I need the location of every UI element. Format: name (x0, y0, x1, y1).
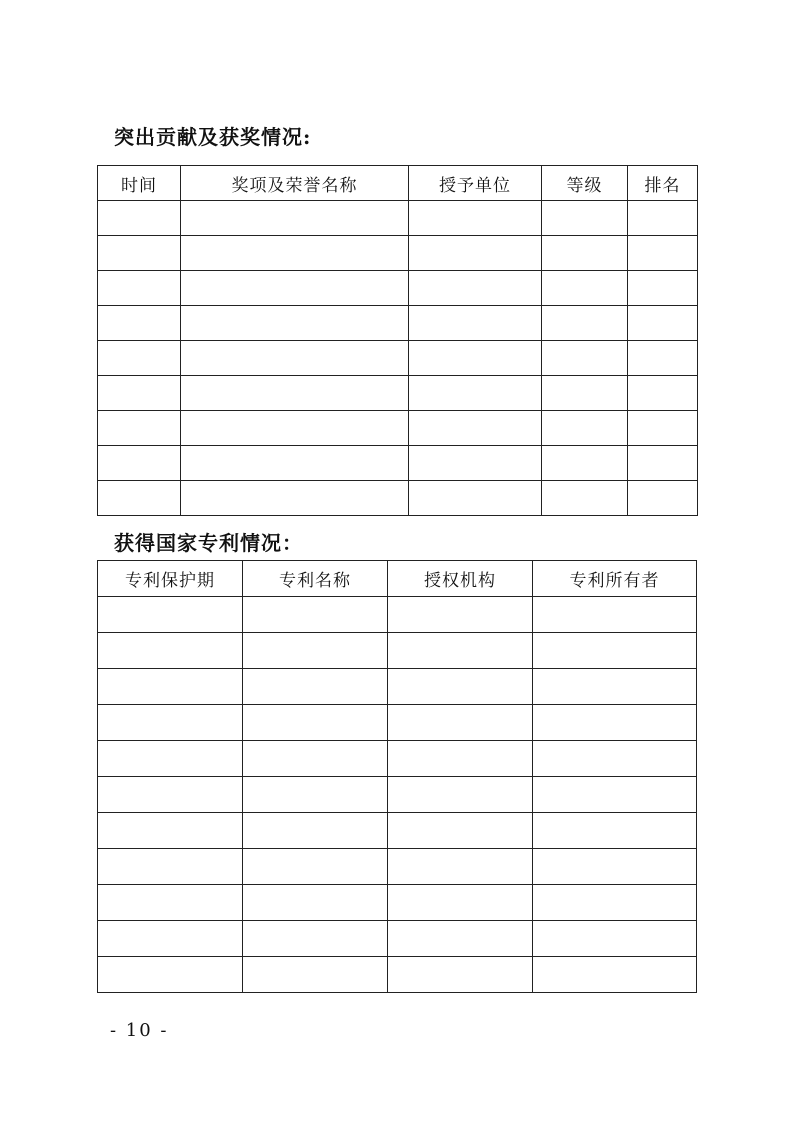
awards-table-cell[interactable] (542, 376, 628, 411)
awards-table-cell[interactable] (628, 341, 698, 376)
patents-header-row (98, 561, 697, 597)
patents-table-cell[interactable] (533, 741, 697, 777)
patents-table-cell[interactable] (533, 849, 697, 885)
awards-table-cell[interactable] (181, 271, 409, 306)
awards-table-cell[interactable] (98, 236, 181, 271)
patents-table-cell[interactable] (388, 597, 533, 633)
patents-table-cell[interactable] (98, 957, 243, 993)
awards-table-cell[interactable] (98, 376, 181, 411)
awards-table-cell[interactable] (98, 271, 181, 306)
patents-table-cell[interactable] (533, 921, 697, 957)
awards-table-cell[interactable] (542, 236, 628, 271)
awards-table-cell[interactable] (181, 201, 409, 236)
page-number: - 10 - (110, 1020, 169, 1041)
awards-table-cell[interactable] (181, 411, 409, 446)
awards-section-title: 突出贡献及获奖情况: (114, 125, 312, 149)
patents-table-cell[interactable] (243, 921, 388, 957)
awards-table-cell[interactable] (409, 481, 542, 516)
patents-table-cell[interactable] (243, 669, 388, 705)
awards-table-cell[interactable] (628, 376, 698, 411)
patents-table-row (98, 597, 697, 633)
awards-table-cell[interactable] (409, 201, 542, 236)
awards-table-cell[interactable] (409, 376, 542, 411)
patents-table-row (98, 885, 697, 921)
awards-table-cell[interactable] (409, 236, 542, 271)
awards-table-cell[interactable] (181, 481, 409, 516)
awards-table-cell[interactable] (98, 341, 181, 376)
awards-header-row (98, 166, 698, 201)
awards-col-ranking: 排名 (628, 166, 698, 201)
patents-table-row (98, 669, 697, 705)
patents-table-cell[interactable] (243, 885, 388, 921)
awards-table-row (98, 236, 698, 271)
patents-col-protection-period: 专利保护期 (98, 561, 243, 597)
awards-table-cell[interactable] (542, 446, 628, 481)
awards-table-cell[interactable] (628, 411, 698, 446)
awards-table-row (98, 481, 698, 516)
patents-table-cell[interactable] (98, 633, 243, 669)
awards-table-cell[interactable] (181, 376, 409, 411)
awards-table-row (98, 271, 698, 306)
patents-table-cell[interactable] (533, 957, 697, 993)
patents-table-cell[interactable] (243, 741, 388, 777)
awards-table-body (98, 201, 698, 516)
patents-table-cell[interactable] (388, 921, 533, 957)
patents-table-cell[interactable] (243, 957, 388, 993)
awards-table-cell[interactable] (628, 201, 698, 236)
patents-table-row (98, 849, 697, 885)
patents-table-cell[interactable] (98, 669, 243, 705)
awards-table-row (98, 201, 698, 236)
awards-table-cell[interactable] (409, 306, 542, 341)
awards-table-cell[interactable] (542, 271, 628, 306)
patents-col-authority: 授权机构 (388, 561, 533, 597)
patents-table-cell[interactable] (533, 669, 697, 705)
patents-table-cell[interactable] (388, 849, 533, 885)
awards-table-cell[interactable] (542, 201, 628, 236)
patents-table-cell[interactable] (533, 705, 697, 741)
awards-table-cell[interactable] (409, 446, 542, 481)
awards-table-cell[interactable] (181, 306, 409, 341)
awards-table-cell[interactable] (409, 341, 542, 376)
awards-table-cell[interactable] (98, 201, 181, 236)
awards-table-cell[interactable] (98, 481, 181, 516)
awards-table-cell[interactable] (98, 411, 181, 446)
patents-table-cell[interactable] (388, 777, 533, 813)
patents-table-cell[interactable] (388, 885, 533, 921)
awards-table-cell[interactable] (181, 446, 409, 481)
awards-table-cell[interactable] (181, 341, 409, 376)
patents-table-cell[interactable] (243, 813, 388, 849)
awards-table-cell[interactable] (542, 341, 628, 376)
awards-table-cell[interactable] (409, 411, 542, 446)
patents-table-cell[interactable] (98, 777, 243, 813)
patents-table-row (98, 741, 697, 777)
awards-table-cell[interactable] (628, 446, 698, 481)
awards-table-cell[interactable] (628, 306, 698, 341)
patents-table-cell[interactable] (533, 777, 697, 813)
awards-table-cell[interactable] (628, 481, 698, 516)
patents-table-cell[interactable] (98, 849, 243, 885)
patents-table-row (98, 705, 697, 741)
patents-table-cell[interactable] (98, 813, 243, 849)
awards-table-cell[interactable] (628, 236, 698, 271)
awards-table-cell[interactable] (542, 306, 628, 341)
patents-table-cell[interactable] (533, 633, 697, 669)
awards-table-cell[interactable] (542, 411, 628, 446)
awards-table-row (98, 341, 698, 376)
awards-col-award-name: 奖项及荣誉名称 (181, 166, 409, 201)
patents-section-title: 获得国家专利情况： (114, 531, 303, 555)
patents-table-cell[interactable] (533, 597, 697, 633)
patents-table-row (98, 813, 697, 849)
patents-table-cell[interactable] (243, 705, 388, 741)
patents-table-cell[interactable] (533, 885, 697, 921)
patents-table-row (98, 957, 697, 993)
patents-table-cell[interactable] (243, 777, 388, 813)
patents-table-cell[interactable] (98, 885, 243, 921)
patents-table-cell[interactable] (388, 705, 533, 741)
awards-col-time: 时间 (98, 166, 181, 201)
patents-table-cell[interactable] (243, 597, 388, 633)
patents-table-cell[interactable] (98, 597, 243, 633)
patents-table (97, 560, 697, 993)
awards-table (97, 165, 698, 516)
patents-table-cell[interactable] (388, 633, 533, 669)
awards-col-level: 等级 (542, 166, 628, 201)
awards-table-cell[interactable] (98, 446, 181, 481)
patents-col-patent-name: 专利名称 (243, 561, 388, 597)
patents-table-cell[interactable] (243, 633, 388, 669)
patents-table-cell[interactable] (243, 849, 388, 885)
patents-table-cell[interactable] (533, 813, 697, 849)
awards-table-cell[interactable] (98, 306, 181, 341)
patents-table-cell[interactable] (388, 957, 533, 993)
patents-col-owner: 专利所有者 (533, 561, 697, 597)
awards-table-cell[interactable] (542, 481, 628, 516)
patents-table-cell[interactable] (98, 741, 243, 777)
awards-table-cell[interactable] (181, 236, 409, 271)
patents-table-row (98, 633, 697, 669)
patents-table-row (98, 777, 697, 813)
patents-table-cell[interactable] (388, 813, 533, 849)
patents-table-cell[interactable] (98, 921, 243, 957)
awards-table-cell[interactable] (628, 271, 698, 306)
awards-table-cell[interactable] (409, 271, 542, 306)
awards-table-row (98, 376, 698, 411)
awards-table-row (98, 306, 698, 341)
awards-table-row (98, 411, 698, 446)
patents-table-cell[interactable] (388, 741, 533, 777)
patents-table-cell[interactable] (98, 705, 243, 741)
awards-table-row (98, 446, 698, 481)
patents-table-cell[interactable] (388, 669, 533, 705)
patents-table-body (98, 597, 697, 993)
patents-table-row (98, 921, 697, 957)
awards-col-granting-unit: 授予单位 (409, 166, 542, 201)
